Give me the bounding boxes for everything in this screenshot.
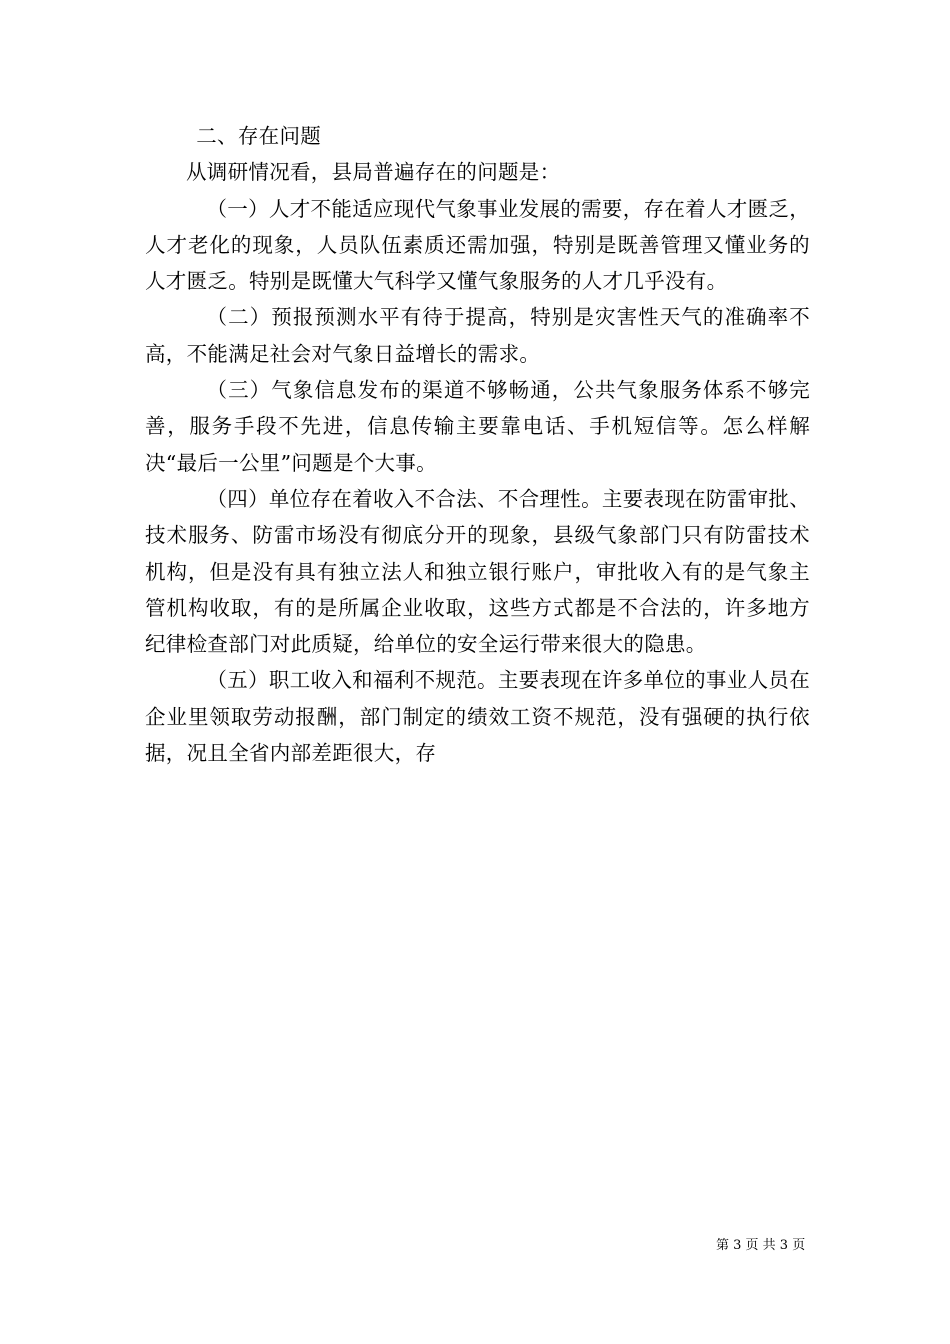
intro-paragraph: 从调研情况看，县局普遍存在的问题是：: [186, 160, 561, 185]
paragraph-item-4: （四）单位存在着收入不合法、不合理性。主要表现在防雷审批、技术服务、防雷市场没有彻底分开的现象，县级气象部门只有防雷技术机构，但是没有具有独立法人和独立银行账户，审批收入有的是气象主管机构收取，有的是所属企业收取，这些方式都是不合法的，许多地方纪律检查部门对此质疑，给单位的安全运行带来很大的隐患。: [145, 486, 810, 657]
paragraph-item-2: （二）预报预测水平有待于提高，特别是灾害性天气的准确率不高，不能满足社会对气象日益增长的需求。: [145, 305, 810, 366]
paragraph-item-5: （五）职工收入和福利不规范。主要表现在许多单位的事业人员在企业里领取劳动报酬，部门制定的绩效工资不规范，没有强硬的执行依据，况且全省内部差距很大，存: [145, 668, 810, 766]
paragraph-item-3: （三）气象信息发布的渠道不够畅通，公共气象服务体系不够完善，服务手段不先进，信息传输主要靠电话、手机短信等。怎么样解决“最后一公里”问题是个大事。: [145, 378, 810, 475]
section-heading: 二、存在问题: [196, 124, 322, 148]
page-number-footer: 第 3 页 共 3 页: [716, 1238, 806, 1253]
paragraph-item-1: （一）人才不能适应现代气象事业发展的需要，存在着人才匮乏，人才老化的现象，人员队伍素质还需加强，特别是既善管理又懂业务的人才匮乏。特别是既懂大气科学又懂气象服务的人才几乎没有。: [145, 196, 810, 294]
document-body: [145, 118, 810, 771]
